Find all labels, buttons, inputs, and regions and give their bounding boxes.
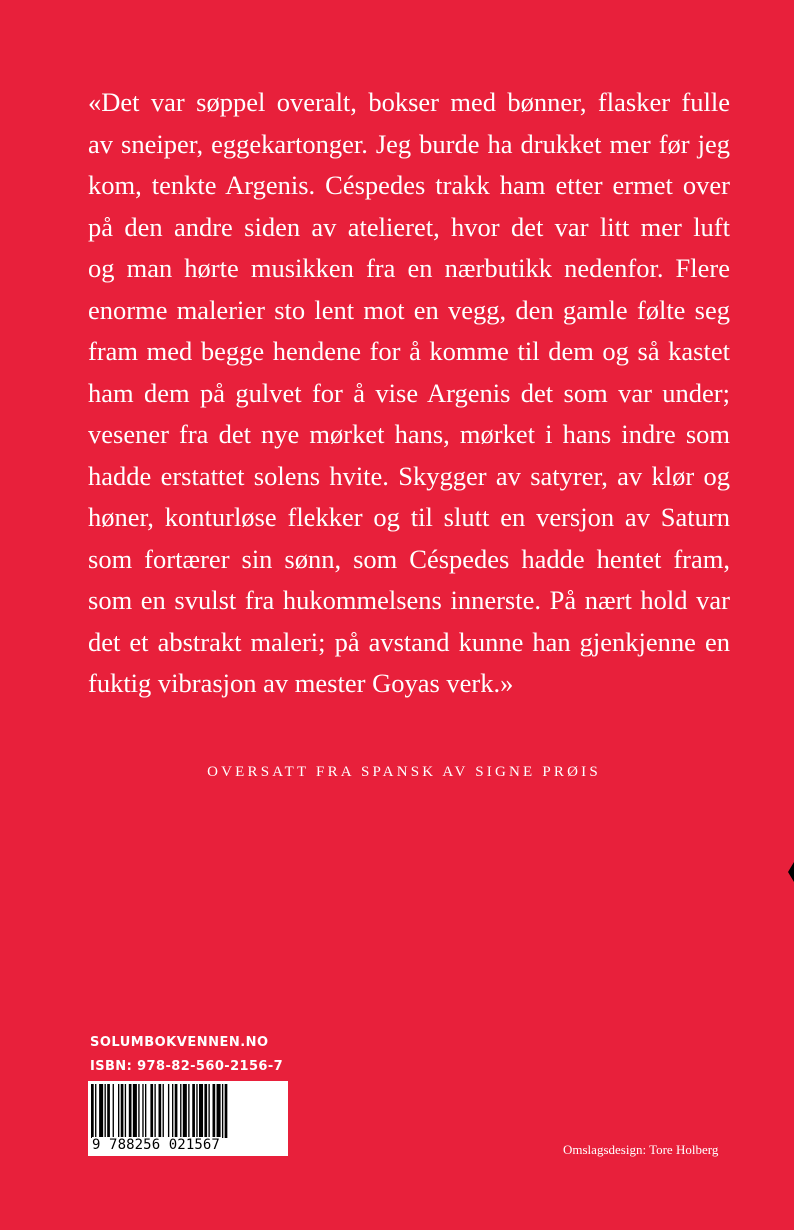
publisher-website: SOLUMBOKVENNEN.NO — [90, 1035, 269, 1050]
barcode-bar — [175, 1084, 178, 1138]
cover-design-credit: Omslagsdesign: Tore Holberg — [563, 1142, 719, 1157]
barcode-bar — [91, 1084, 94, 1138]
barcode-bar — [208, 1084, 209, 1138]
barcode-bar — [172, 1084, 173, 1138]
quote-line: fuktig vibrasjon av mester Goyas verk.» — [88, 668, 514, 698]
barcode-bar — [145, 1084, 146, 1138]
quote-line: på den andre siden av atelieret, hvor det var litt mer luft — [88, 211, 730, 242]
barcode-bar — [129, 1084, 132, 1138]
barcode-bar — [113, 1084, 114, 1138]
quote-line: hadde erstattet solens hvite. Skygger av satyrer, av klør og — [88, 460, 730, 491]
barcode-bar — [159, 1084, 162, 1138]
barcode-bar — [225, 1084, 228, 1138]
barcode-bar — [107, 1084, 110, 1138]
barcode-bar — [204, 1084, 207, 1138]
barcode-bar — [142, 1084, 143, 1138]
isbn-number: ISBN: 978-82-560-2156-7 — [90, 1059, 284, 1074]
translator-credit: OVERSATT FRA SPANSK AV SIGNE PRØIS — [207, 764, 601, 780]
quote-line: enorme malerier sto lent mot en vegg, den gamle følte seg — [88, 294, 730, 325]
barcode-bar — [188, 1084, 189, 1138]
barcode-bar — [125, 1084, 126, 1138]
barcode-bar — [118, 1084, 119, 1138]
quote-line: høner, konturløse flekker og til slutt en versjon av Saturn — [88, 502, 730, 532]
barcode-bar — [168, 1084, 169, 1138]
quote-line: og man hørte musikken fra en nærbutikk nedenfor. Flere — [88, 253, 730, 283]
quote-line: «Det var søppel overalt, bokser med bønner, flasker fulle — [88, 87, 730, 117]
barcode-bar — [121, 1084, 124, 1138]
barcode-bar — [163, 1084, 164, 1138]
quote-line: av sneiper, eggekartonger. Jeg burde ha drukket mer før jeg — [88, 128, 730, 159]
barcode-bar — [150, 1084, 153, 1138]
barcode-bar — [222, 1084, 223, 1138]
barcode-bar — [154, 1084, 155, 1138]
edge-mark-icon — [786, 862, 794, 882]
barcode-bar — [95, 1084, 96, 1138]
quote-line: som fortærer sin sønn, som Céspedes hadde hentet fram, — [88, 543, 730, 574]
barcode-bar — [217, 1084, 221, 1138]
quote-line: vesener fra det nye mørket hans, mørket i hans indre som — [88, 419, 730, 449]
quote-line: det et abstrakt maleri; på avstand kunne han gjenkjenne en — [88, 626, 730, 657]
quote-line: som en svulst fra hukommelsens innerste. På nært hold var — [88, 585, 730, 615]
barcode — [88, 1081, 288, 1156]
barcode-bar — [133, 1084, 137, 1138]
barcode-bar — [199, 1084, 203, 1138]
quote-line: fram med begge hendene for å komme til dem og så kastet — [88, 336, 730, 366]
barcode-bar — [180, 1084, 181, 1138]
back-cover-quote — [88, 82, 730, 705]
barcode-bar — [138, 1084, 139, 1138]
quote-line: kom, tenkte Argenis. Céspedes trakk ham etter ermet over — [88, 170, 730, 200]
barcode-bar — [183, 1084, 187, 1138]
barcode-bar — [99, 1084, 103, 1138]
barcode-bar — [105, 1084, 106, 1138]
barcode-digits: 9 788256 021567 — [92, 1137, 220, 1153]
barcode-bar — [196, 1084, 197, 1138]
quote-line: ham dem på gulvet for å vise Argenis det som var under; — [88, 377, 730, 408]
barcode-bar — [192, 1084, 195, 1138]
barcode-bar — [213, 1084, 216, 1138]
